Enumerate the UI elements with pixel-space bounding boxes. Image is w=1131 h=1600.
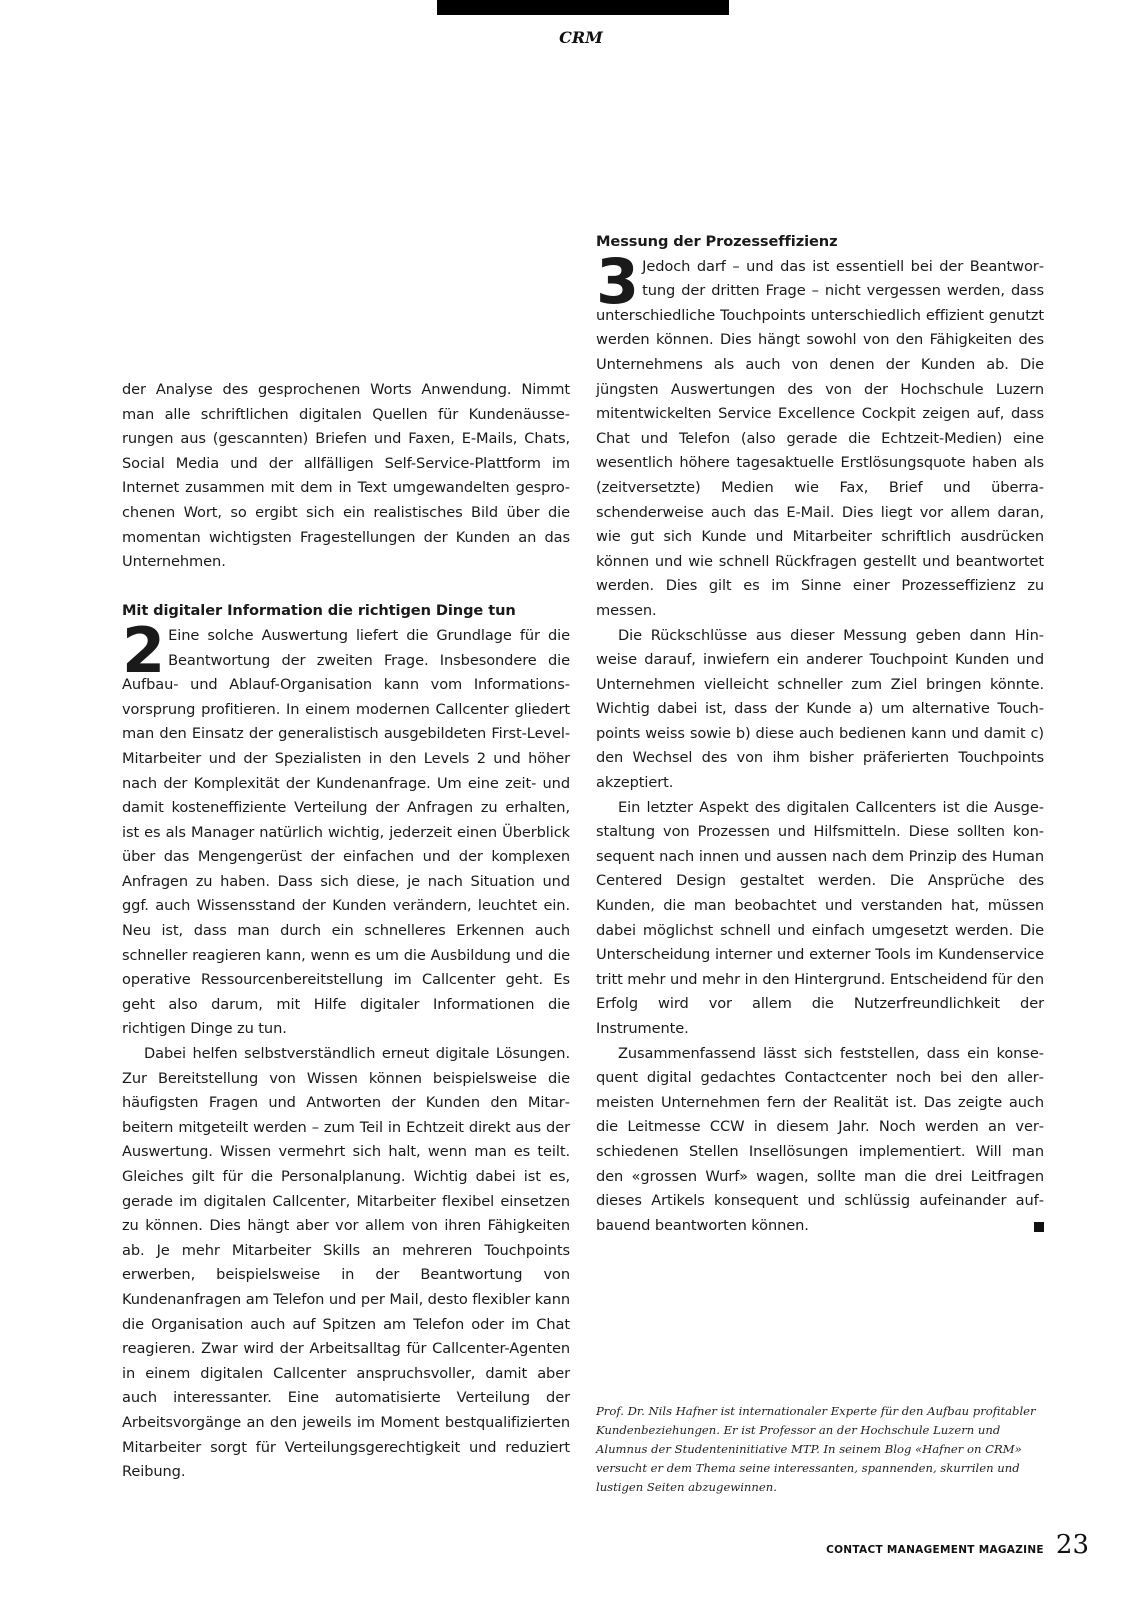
dropcap-2: 2: [122, 613, 164, 687]
intro-paragraph: der Analyse des gesprochenen Worts Anwendung. Nimmt man alle schriftlichen digitalen Quellen für Kundenäusserungen aus (gescannten) Briefen und Faxen, E-Mails, Chats, Social Media und der allfälligen Self-Service-Plattform im Internet zusammen mit dem in Text umgewandelten gesprochenen Wort, so ergibt sich ein realistisches Bild über die momentan wichtigsten Fragestellungen der Kunden an das Unternehmen.: [122, 381, 570, 571]
section-heading-3: Messung der Prozesseffizienz: [596, 233, 838, 250]
section-3-paragraph-4: [596, 1042, 1044, 1239]
left-column: [122, 378, 570, 1485]
dropcap-3: 3: [596, 244, 638, 318]
section-label: CRM: [559, 28, 603, 47]
end-of-article-icon: [1034, 1222, 1044, 1232]
section-2-paragraph-1-text: Eine solche Auswertung liefert die Grundlage für die Beantwortung der zweiten Frage. Insbesondere die Aufbau- und Ablauf-Organisation kann vom Informationsvorsprung profitieren. In einem modernen Callcenter gliedert man den Einsatz der generalistisch ausgebildeten First-Level-Mitarbeiter und der Spezialisten in den Levels 2 und höher nach der Komplexität der Kundenanfrage. Um eine zeit- und damit kosteneffiziente Verteilung der Anfragen zu erhalten, ist es als Manager natürlich wichtig, jederzeit einen Überblick über das Mengengerüst der einfachen und der komplexen Anfragen zu haben. Dass sich diese, je nach Situation und ggf. auch Wissensstand der Kunden verändern, leuchtet ein. Neu ist, dass man durch ein schnelleres Erkennen auch schneller reagieren kann, wenn es um die Ausbildung und die operative Ressourcenbereitstellung im Callcenter geht. Es geht also darum, mit Hilfe digitaler Informationen die richtigen Dinge zu tun.: [122, 626, 570, 1038]
magazine-name: CONTACT MANAGEMENT MAGAZINE: [826, 1544, 1044, 1556]
page-number: 23: [1055, 1530, 1089, 1560]
section-2-paragraph-1: [122, 613, 570, 1042]
section-3-paragraph-2: Die Rückschlüsse aus dieser Messung geben dann Hinweise darauf, inwiefern ein anderer Touchpoint Kunden und Unternehmen vielleicht schneller zum Ziel bringen könnte. Wichtig dabei ist, dass der Kunde a) um alternative Touchpoints weiss sowie b) diese auch bedienen kann und damit c) den Wechsel des von ihm bisher präferierten Touchpoints akzeptiert.: [596, 626, 1044, 792]
section-3-paragraph-4-text: Zusammenfassend lässt sich feststellen, dass ein konsequent digital gedachtes Contactcenter noch bei den allermeisten Unternehmen fern der Realität ist. Das zeigte auch die Leitmesse CCW in diesem Jahr. Noch werden an verschiedenen Stellen Insellösungen implementiert. Will man den «grossen Wurf» wagen, sollte man die drei Leitfragen dieses Artikels konsequent und schlüssig aufeinander aufbauend beantworten können.: [596, 1044, 1044, 1234]
right-column: [596, 230, 1044, 1238]
author-bio: Prof. Dr. Nils Hafner ist internationaler Experte für den Aufbau profitabler Kundenbeziehungen. Er ist Professor an der Hochschule Luzern und Alumnus der Studenteninitiative MTP. In seinem Blog «Hafner on CRM» versucht er dem Thema seine interessanten, spannenden, skurrilen und lustigen Seiten abzugewinnen.: [596, 1404, 1036, 1494]
section-3-paragraph-1: [596, 244, 1044, 624]
header-bar: [437, 0, 729, 15]
section-2-paragraph-2: Dabei helfen selbstverständlich erneut digitale Lösungen. Zur Bereitstellung von Wissen können beispielsweise die häufigsten Fragen und Antworten der Kunden den Mitarbeitern mitgeteilt werden – zum Teil in Echtzeit direkt aus der Auswertung. Wissen vermehrt sich halt, wenn man es teilt. Gleiches gilt für die Personalplanung. Wichtig dabei ist es, gerade im digitalen Callcenter, Mitarbeiter flexibel einsetzen zu können. Dies hängt aber vor allem von ihren Fähigkeiten ab. Je mehr Mitarbeiter Skills an mehreren Touchpoints erwerben, beispielsweise in der Beantwortung von Kundenanfragen am Telefon und per Mail, desto flexibler kann die Organisation auch auf Spitzen am Telefon oder im Chat reagieren. Zwar wird der Arbeitsalltag für Callcenter-Agenten in einem digitalen Callcenter anspruchsvoller, damit aber auch interessanter. Eine automatisierte Verteilung der Arbeitsvorgänge an den jeweils im Moment bestqualifizierten Mitarbeiter sorgt für Verteilungsgerechtigkeit und reduziert Reibung.: [122, 1045, 570, 1481]
page-footer: [826, 1530, 1089, 1560]
section-heading-2: Mit digitaler Information die richtigen Dinge tun: [122, 602, 516, 620]
section-3-paragraph-1-text: Jedoch darf – und das ist essentiell bei der Beantwortung der dritten Frage – nicht vergessen werden, dass unterschiedliche Touchpoints unterschiedlich effizient genutzt werden können. Dies hängt sowohl von den Fähigkeiten des Unternehmens als auch von denen der Kunden ab. Die jüngsten Auswertungen des von der Hochschule Luzern mitentwickelten Service Excellence Cockpit zeigen auf, dass Chat und Telefon (also gerade die Echtzeit-Medien) eine wesentlich höhere tagesaktuelle Erstlösungsquote haben als (zeitversetzte) Medien wie Fax, Brief und überraschenderweise auch das E-Mail. Dies liegt vor allem daran, wie gut sich Kunde und Mitarbeiter schriftlich ausdrücken können und wie schnell Rückfragen gestellt und beantwortet werden. Dies gilt es im Sinne einer Prozesseffizienz zu messen.: [596, 257, 1044, 619]
section-3-paragraph-3: Ein letzter Aspekt des digitalen Callcenters ist die Ausgestaltung von Prozessen und Hilfsmitteln. Diese sollten konsequent nach innen und aussen nach dem Prinzip des Human Centered Design gestaltet werden. Die Ansprüche des Kunden, die man beobachtet und verstanden hat, müssen dabei möglichst schnell und einfach umgesetzt werden. Die Unterscheidung interner und externer Tools im Kundenservice tritt mehr und mehr in den Hintergrund. Entscheidend für den Erfolg wird vor allem die Nutzerfreundlichkeit der Instrumente.: [596, 798, 1044, 1037]
